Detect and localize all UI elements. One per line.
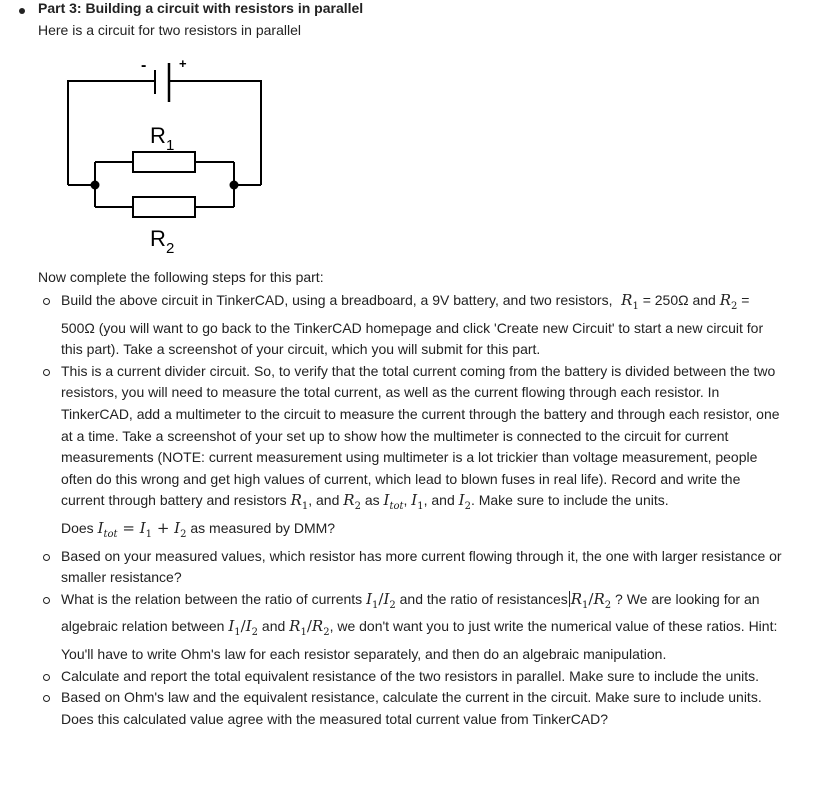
list-item: This is a current divider circuit. So, to verify that the total current coming from the battery is divided between the two resistors, you will need to measure the total current, as well as the current flowing through each resistor. In TinkerCAD, add a multimeter to the circuit to measure the current through the battery and through each resistor, one at a time. Take a screenshot of your set up to show how the multimeter is connected to the circuit for current measurements (NOTE: current measurement using multimeter is a lot trickier than voltage measurement, people often do this wrong and get high values of current, which lead to blown fuses in real life). Record and write the current through battery and resistors $R_1$, and $R_2$ as $I_{tot}$, $I_1$, and $I_2$. Make sure to include the units. Does $I_{tot} = I_1 + I_2$ as measured by DMM? <box>42 361 782 546</box>
list-item: What is the relation between the ratio of currents $I_1/I_2$ and the ratio of resistances $R_1/R_2$ ? We are looking for an algebraic relation between $I_1/I_2$ and $R_1/R_2$, we don't want you to just write the numerical value of these ratios. Hint: You'll have to write Ohm's law for each resistor separately, and then do an algebraic manipulation. <box>42 589 782 666</box>
top-wire-right <box>169 81 261 185</box>
math-r2: $R_2$ <box>719 291 738 312</box>
intro-text: Here is a circuit for two resistors in parallel <box>38 22 301 38</box>
r2-label: R <box>150 226 166 251</box>
math-i1: $I_1$ <box>411 491 424 513</box>
bullet-circle <box>43 674 50 681</box>
steps-list <box>42 290 782 730</box>
math-resistance-ratio: $R_1/R_2$ <box>570 589 612 611</box>
math-i-tot: $I_{tot}$ <box>383 491 404 513</box>
r1-label-subscript: 1 <box>166 137 175 154</box>
math-r1: $R_1$ <box>621 291 639 312</box>
bullet-circle <box>43 298 50 305</box>
list-item: Calculate and report the total equivalent resistance of the two resistors in parallel. Make sure to include the units. <box>42 666 782 688</box>
text-cursor <box>569 591 570 607</box>
r1-label: R <box>150 123 166 148</box>
resistor-r1 <box>133 152 195 172</box>
resistor-r2 <box>133 197 195 217</box>
list-item: Build the above circuit in TinkerCAD, using a breadboard, a 9V battery, and two resistors, $R_1 = 250\Omega$ and $R_2 = 500\Omega$ (you will want to go back to the TinkerCAD homepage and click 'Create new Circuit' to start a new circuit for this part). Take a screenshot of your circuit, which you will submit for this part. <box>42 290 782 361</box>
math-current-sum: $I_{tot} = I_1 + I_2$ <box>97 518 187 540</box>
math-current-ratio: $I_1/I_2$ <box>366 589 396 611</box>
bullet-dot <box>19 8 25 14</box>
math-resistance-ratio: $R_1/R_2$ <box>289 617 330 639</box>
math-i2: $I_2$ <box>458 491 471 513</box>
math-r2: $R_2$ <box>343 491 361 513</box>
part-title: Part 3: Building a circuit with resistors in parallel <box>38 0 364 16</box>
list-item: Based on your measured values, which resistor has more current flowing through it, the one with larger resistance or smaller resistance? <box>42 546 782 589</box>
parallel-circuit-diagram <box>58 50 268 260</box>
steps-intro: Now complete the following steps for this part: <box>38 269 324 285</box>
dmm-question: Does $I_{tot} = I_1 + I_2$ as measured by DMM? <box>61 518 336 540</box>
junction-right <box>230 181 239 190</box>
junction-left <box>91 181 100 190</box>
r2-label-subscript: 2 <box>166 240 175 257</box>
bullet-circle <box>43 695 50 702</box>
list-item: Based on Ohm's law and the equivalent resistance, calculate the current in the circuit. Make sure to include units. Does this calculated value agree with the measured total current value from TinkerCAD? <box>42 687 782 730</box>
battery-positive-label: + <box>179 56 187 71</box>
math-current-ratio: $I_1/I_2$ <box>228 617 259 639</box>
bullet-circle <box>43 369 50 376</box>
math-r1: $R_1$ <box>290 491 309 513</box>
bullet-circle <box>43 597 50 604</box>
bullet-circle <box>43 554 50 561</box>
top-wire-left <box>68 81 155 185</box>
battery-negative-label: - <box>141 57 147 74</box>
agreement-question: Does this calculated value agree with the measured total current value from TinkerCAD? <box>61 710 609 727</box>
